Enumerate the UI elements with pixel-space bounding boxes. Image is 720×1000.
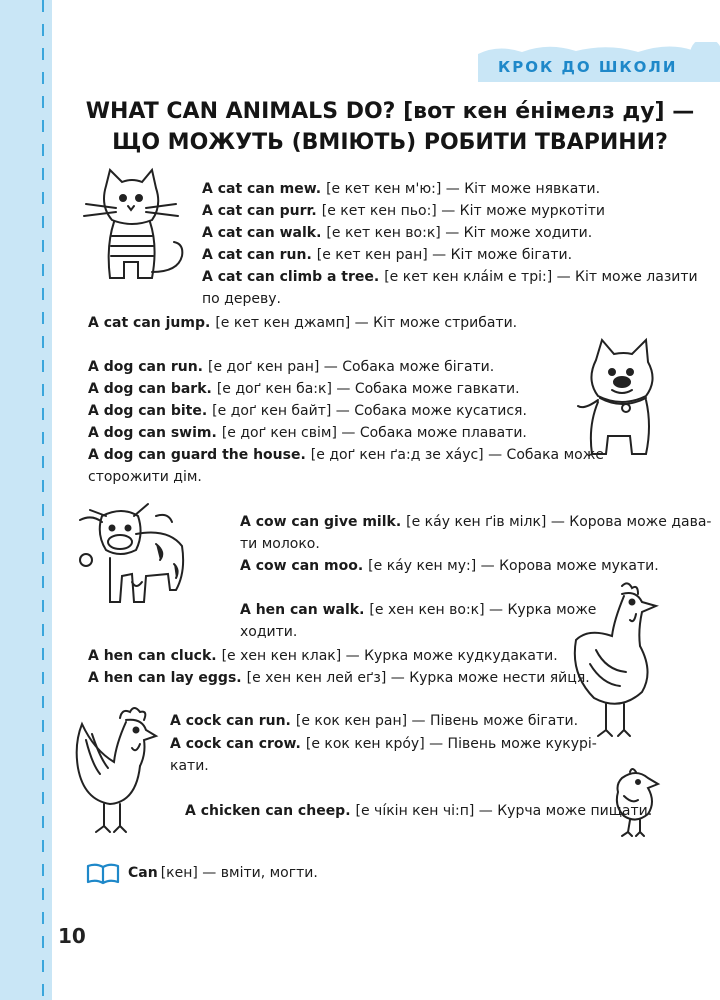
dog-illustration xyxy=(568,336,668,466)
dog-line-6: сторожити дім. xyxy=(88,469,202,485)
section-header: КРОК ДО ШКОЛИ xyxy=(498,58,678,76)
book-icon xyxy=(86,862,120,890)
cat-line-5: A cat can climb a tree. [е кет кен кла́ім е трі:] — Кіт може лазити xyxy=(202,269,698,285)
dog-line-3: A dog can bite. [е доґ кен байт] — Собака може кусатися. xyxy=(88,403,527,419)
cock-illustration xyxy=(70,704,162,834)
hen-illustration xyxy=(566,580,666,740)
page-number: 10 xyxy=(58,924,86,948)
cow-line-1: A cow can give milk. [е ка́у кен ґів мілк] — Корова може дава- xyxy=(240,514,712,530)
dog-line-4: A dog can swim. [е доґ кен свім] — Собака може плавати. xyxy=(88,425,527,441)
hen-line-2: ходити. xyxy=(240,624,298,640)
dog-line-2: A dog can bark. [е доґ кен ба:к] — Собака може гавкати. xyxy=(88,381,520,397)
cat-line-4: A cat can run. [е кет кен ран] — Кіт може бігати. xyxy=(202,247,573,263)
title-line-1: WHAT CAN ANIMALS DO? [вот кен е́німелз ду] — xyxy=(85,99,695,124)
chicken-illustration xyxy=(608,766,668,838)
cat-line-6: по дереву. xyxy=(202,291,281,307)
cock-line-3: кати. xyxy=(170,758,209,774)
left-margin-band xyxy=(0,0,52,1000)
cat-line-2: A cat can purr. [е кет кен пьо:] — Кіт може муркотіти xyxy=(202,203,605,219)
chicken-line-1: A chicken can cheep. [е чі́кін кен чі:п] — Курча може пищати. xyxy=(185,803,653,819)
hen-line-3: A hen can cluck. [е хен кен клак] — Курка може кудкудакати. xyxy=(88,648,558,664)
cat-line-7: A cat can jump. [е кет кен джамп] — Кіт може стрибати. xyxy=(88,315,518,331)
cat-illustration xyxy=(66,166,196,296)
can-definition: Can [кен] — вміти, могти. xyxy=(128,865,318,881)
cat-line-1: A cat can mew. [е кет кен м'ю:] — Кіт може нявкати. xyxy=(202,181,601,197)
page-title xyxy=(60,96,720,158)
dog-line-5: A dog can guard the house. [е доґ кен ґа:д зе ха́ус] — Собака може xyxy=(88,447,604,463)
cow-line-2: ти молоко. xyxy=(240,536,320,552)
cock-line-1: A cock can run. [е кок кен ран] — Півень може бігати. xyxy=(170,713,579,729)
cat-line-3: A cat can walk. [е кет кен во:к] — Кіт може ходити. xyxy=(202,225,593,241)
cock-line-2: A cock can crow. [е кок кен кро́у] — Півень може кукурі- xyxy=(170,736,597,752)
title-line-2: ЩО МОЖУТЬ (ВМІЮТЬ) РОБИТИ ТВАРИНИ? xyxy=(112,130,668,155)
cow-illustration xyxy=(76,494,196,614)
dog-line-1: A dog can run. [е доґ кен ран] — Собака може бігати. xyxy=(88,359,495,375)
hen-line-4: A hen can lay eggs. [е хен кен лей еґз] — Курка може нести яйця. xyxy=(88,670,590,686)
hen-line-1: A hen can walk. [е хен кен во:к] — Курка може xyxy=(240,602,597,618)
left-margin-dashes xyxy=(42,0,44,1000)
cow-line-3: A cow can moo. [е ка́у кен му:] — Корова може мукати. xyxy=(240,558,659,574)
